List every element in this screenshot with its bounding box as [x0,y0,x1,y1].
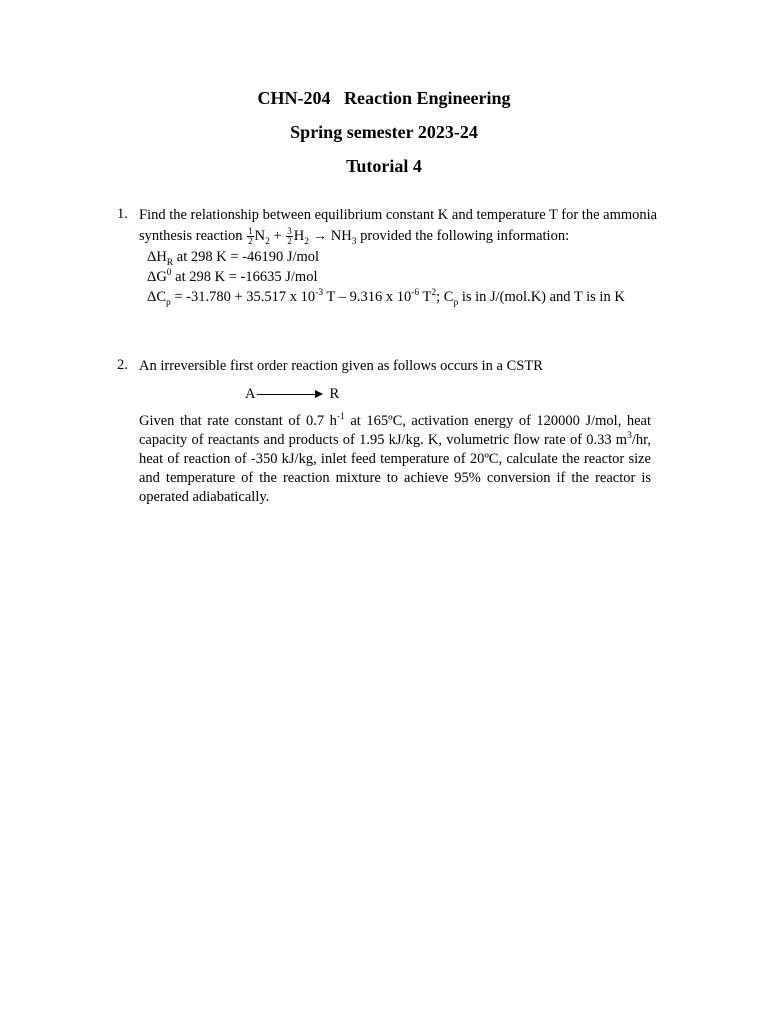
reaction-a-to-r [245,385,339,404]
question-2-paragraph: Given that rate constant of 0.7 $h^{-1}$ at 165ºC, activation energy of 120000 J/mol, heat capacity of reactants and products of 1.95 kJ/kg. K, volumetric flow rate of 0.33 $m^3/hr$, heat of reaction of -350 kJ/kg, inlet feed temperature of 20ºC, calculate the reactor size and temperature of the reaction mixture to achieve 95% conversion if the reactor is operated adiabatically. [139,412,651,505]
fraction-denominator: 2 [248,236,253,247]
gibbs-line: $\Delta G^0$ at 298 K = -16635 J/mol [147,268,318,286]
question-1-number: 1. [117,206,128,222]
reaction-prefix: synthesis reaction [139,228,243,244]
question-2-number: 2. [117,357,128,373]
fraction-numerator: 1 [248,226,253,237]
semester-title: Spring semester 2023-24 [290,122,478,142]
question-1 [139,206,659,307]
h2-formula: $H_2$ [293,228,310,247]
n2-formula: $N_2$ [254,228,270,247]
reaction-arrow: → [309,228,331,244]
product-r: R [329,386,340,402]
heat-capacity-line: $\Delta C_p = -31.780 + 35.517$ x $10^{-3}$ T – 9.316 x $10^{-6}$ $T^2$; $C_p$ is in J/(mol.K) and T is in K [147,288,625,309]
question-1-line-1: Find the relationship between equilibrium constant K and temperature T for the ammonia [139,207,658,223]
course-title: CHN-204 Reaction Engineering [257,88,511,108]
fraction-one-half [247,227,254,246]
fraction-numerator: 3 [287,226,292,237]
question-1-reaction-line [139,227,659,246]
fraction-denominator: 2 [287,236,292,247]
enthalpy-line: $\Delta H_R$ at 298 K = -46190 J/mol [147,249,320,269]
fraction-three-halves [286,227,293,246]
tutorial-title: Tutorial 4 [346,156,422,176]
arrow-icon [257,394,321,396]
reaction-suffix: provided the following information: [356,228,570,244]
question-2-intro: An irreversible first order reaction given as follows occurs in a CSTR [139,358,543,374]
plus-sign: + [269,228,286,244]
nh3-formula: $NH_3$ [330,228,357,247]
reactant-a: A [245,386,256,402]
